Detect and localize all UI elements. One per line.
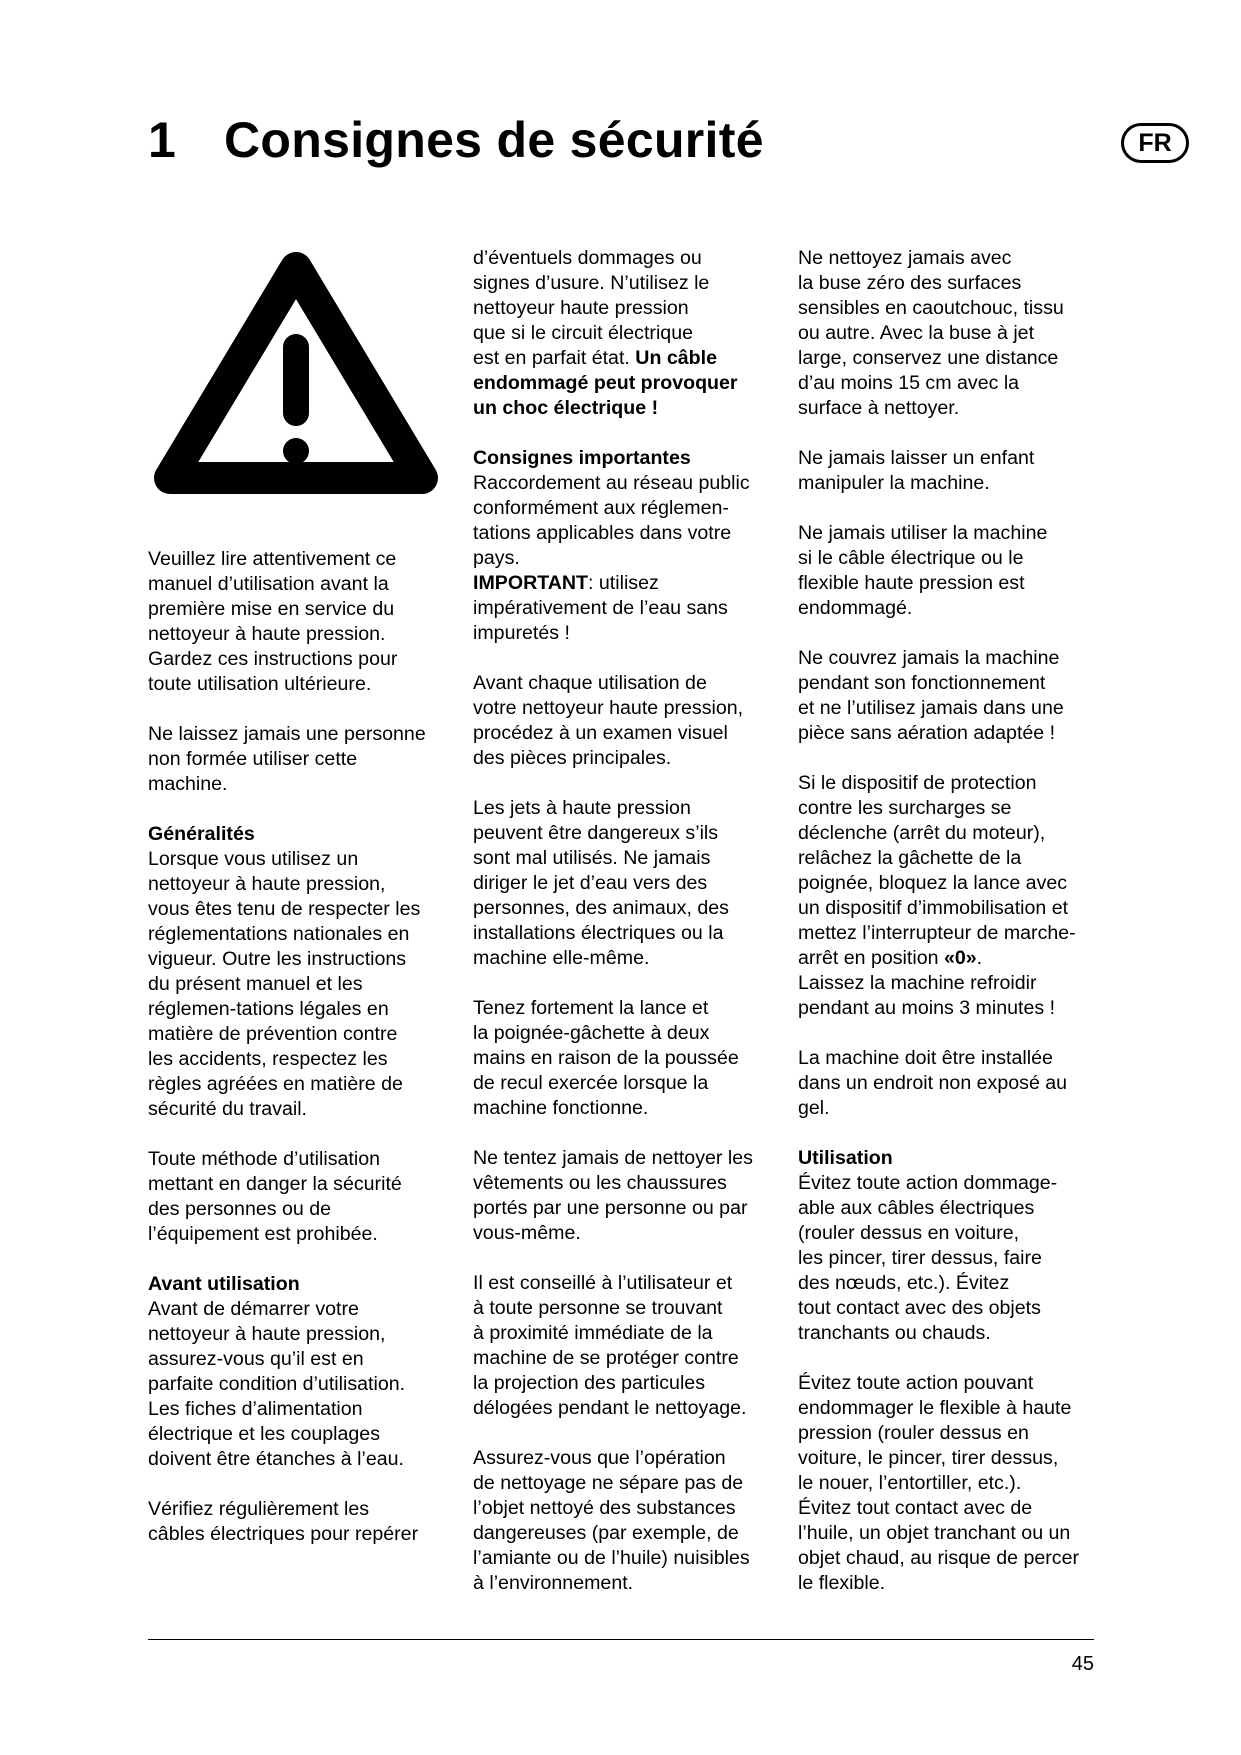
generalites-heading: Généralités	[148, 823, 255, 845]
child-paragraph: Ne jamais laisser un enfant manipuler la machine.	[798, 447, 1035, 494]
utilisation-heading: Utilisation	[798, 1147, 893, 1169]
warning-triangle-icon	[148, 242, 444, 504]
prohibited-paragraph: Toute méthode d’utilisation mettant en danger la sécurité des personnes ou de l’équipement est prohibée.	[148, 1148, 402, 1245]
frost-paragraph: La machine doit être installée dans un endroit non exposé au gel.	[798, 1047, 1068, 1119]
page-title	[148, 106, 764, 174]
consignes-importantes-heading: Consignes importantes	[473, 447, 691, 469]
overload-text-end: . Laissez la machine refroidir pendant au moins 3 minutes !	[798, 947, 1056, 1019]
overload-paragraph	[798, 771, 1118, 1021]
zero-position: «0»	[943, 947, 977, 969]
damage-paragraph	[473, 246, 788, 421]
network-connection-paragraph: Raccordement au réseau public conformément aux réglemen- tations applicables dans votre pays.	[473, 472, 750, 569]
column-2	[473, 246, 788, 1596]
avant-utilisation-paragraph: Avant de démarrer votre nettoyeur à haute pression, assurez-vous qu’il est en parfaite condition d’utilisation. Les fiches d’alimentation électrique et les couplages doivent être étanches à l’eau.	[148, 1298, 406, 1470]
hold-lance-paragraph: Tenez fortement la lance et la poignée-gâchette à deux mains en raison de la poussée de recul exercée lorsque la machine fonctionne.	[473, 997, 739, 1119]
footer-divider	[148, 1639, 1094, 1640]
avant-utilisation-heading: Avant utilisation	[148, 1273, 300, 1295]
important-text: : utilisez impérativement de l’eau sans impuretés !	[473, 572, 728, 644]
ventilation-paragraph: Ne couvrez jamais la machine pendant son fonctionnement et ne l’utilisez jamais dans une pièce sans aération adaptée !	[798, 647, 1064, 744]
overload-text: Si le dispositif de protection contre les surcharges se déclenche (arrêt du moteur), relâchez la gâchette de la poignée, bloquez la lance avec un dispositif d’immobilisation et mettez l’interrupteur de marche- arrêt en position	[798, 772, 1076, 969]
important-paragraph	[473, 571, 788, 646]
visual-check-paragraph: Avant chaque utilisation de votre nettoyeur haute pression, procédez à un examen visuel des pièces principales.	[473, 672, 744, 769]
electric-shock-warning: Un câble endommagé peut provoquer un choc électrique !	[473, 347, 738, 419]
cables-damage-paragraph: Évitez toute action dommage- able aux câbles électriques (rouler dessus en voiture, les pincer, tirer dessus, faire des nœuds, etc.). Évitez tout contact avec des objets tranchants ou chauds.	[798, 1172, 1058, 1344]
chapter-number: 1	[148, 112, 177, 168]
clothing-paragraph: Ne tentez jamais de nettoyer les vêtements ou les chaussures portés par une personne ou par vous-même.	[473, 1147, 753, 1244]
high-pressure-jets-paragraph: Les jets à haute pression peuvent être dangereux s’ils sont mal utilisés. Ne jamais diriger le jet d’eau vers des personnes, des animaux, des installations électriques ou la machine elle-même.	[473, 797, 729, 969]
hose-damage-paragraph: Évitez toute action pouvant endommager le flexible à haute pression (rouler dessus en voiture, le pincer, tirer dessus, le nouer, l’entortiller, etc.). Évitez tout contact avec de l’huile, un objet tranchant ou un objet chaud, au risque de percer le flexible.	[798, 1372, 1080, 1594]
verify-cables-paragraph: Vérifiez régulièrement les câbles électriques pour repérer	[148, 1498, 419, 1545]
chapter-title: Consignes de sécurité	[224, 112, 764, 168]
hazardous-substances-paragraph: Assurez-vous que l’opération de nettoyage ne sépare pas de l’objet nettoyé des substances dangereuses (par exemple, de l’amiante ou de l’huile) nuisibles à l’environnement.	[473, 1447, 750, 1594]
protection-paragraph: Il est conseillé à l’utilisateur et à toute personne se trouvant à proximité immédiate de la machine de se protéger contre la projection des particules délogées pendant le nettoyage.	[473, 1272, 747, 1419]
important-label: IMPORTANT	[473, 572, 589, 594]
generalites-paragraph: Lorsque vous utilisez un nettoyeur à haute pression, vous êtes tenu de respecter les réglementations nationales en vigueur. Outre les instructions du présent manuel et les réglemen-tations légales en matière de prévention contre les accidents, respectez les règles agréées en matière de sécurité du travail.	[148, 848, 421, 1120]
damaged-cable-paragraph: Ne jamais utiliser la machine si le câble électrique ou le flexible haute pression est endommagé.	[798, 522, 1048, 619]
column-1	[148, 547, 458, 1547]
untrained-person-paragraph: Ne laissez jamais une personne non formée utiliser cette machine.	[148, 723, 426, 795]
zero-nozzle-paragraph: Ne nettoyez jamais avec la buse zéro des surfaces sensibles en caoutchouc, tissu ou autre. Avec la buse à jet large, conservez une distance d’au moins 15 cm avec la surface à nettoyer.	[798, 247, 1064, 419]
damage-text: d’éventuels dommages ou signes d’usure. N’utilisez le nettoyeur haute pression que si le circuit électrique est en parfait état.	[473, 247, 710, 369]
page-number: 45	[1071, 1653, 1094, 1675]
column-3	[798, 246, 1118, 1596]
intro-paragraph: Veuillez lire attentivement ce manuel d’utilisation avant la première mise en service du nettoyeur à haute pression. Gardez ces instructions pour toute utilisation ultérieure.	[148, 548, 398, 695]
language-badge: FR	[1121, 123, 1189, 163]
